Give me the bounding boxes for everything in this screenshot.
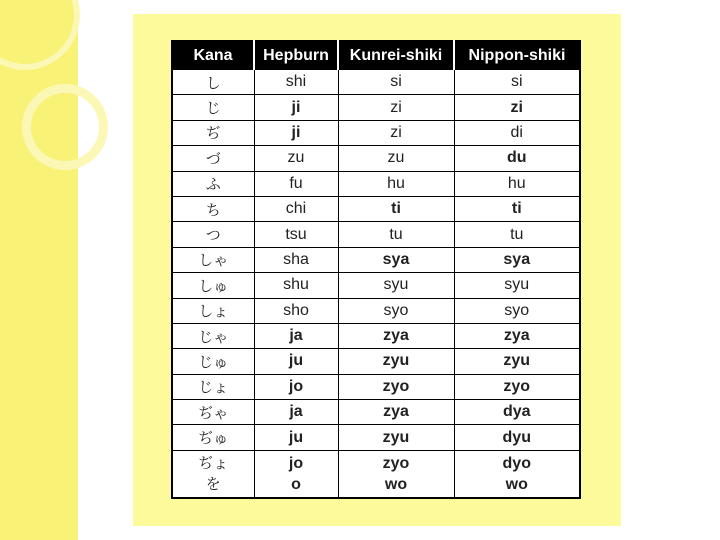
cell-hepburn: ji — [254, 95, 338, 120]
romanization-table — [171, 40, 581, 499]
table-row — [172, 146, 580, 171]
cell-kunrei: zya — [338, 400, 454, 425]
cell-nippon: zyu — [454, 349, 580, 374]
cell-kana: しょ — [172, 298, 254, 323]
cell-kunrei-line: zyo — [382, 454, 410, 472]
table-row — [172, 273, 580, 298]
cell-kana: ふ — [172, 171, 254, 196]
table-row — [172, 298, 580, 323]
cell-hepburn: ja — [254, 323, 338, 348]
cell-nippon: tu — [454, 222, 580, 247]
cell-hepburn: ji — [254, 120, 338, 145]
table-row — [172, 400, 580, 425]
cell-nippon-line: dyo — [502, 454, 531, 472]
cell-nippon: di — [454, 120, 580, 145]
cell-kana-line: ぢょ — [198, 453, 229, 472]
cell-kana: じゃ — [172, 323, 254, 348]
table-row — [172, 323, 580, 348]
cell-kana: ぢ — [172, 120, 254, 145]
cell-kunrei: zu — [338, 146, 454, 171]
cell-nippon: dyu — [454, 425, 580, 450]
cell-kana: じ — [172, 95, 254, 120]
cell-nippon: du — [454, 146, 580, 171]
cell-nippon: dya — [454, 400, 580, 425]
cell-nippon: zi — [454, 95, 580, 120]
table-header-row — [172, 41, 580, 70]
cell-kunrei: zyu — [338, 425, 454, 450]
cell-nippon: zyo — [454, 374, 580, 399]
cell-kana: ち — [172, 196, 254, 221]
table-row — [172, 450, 580, 498]
table-row — [172, 171, 580, 196]
cell-hepburn: tsu — [254, 222, 338, 247]
cell-kunrei: si — [338, 70, 454, 95]
header-kunrei: Kunrei-shiki — [338, 41, 454, 70]
cell-nippon: sya — [454, 247, 580, 272]
cell-kana-line: を — [205, 474, 221, 493]
table-row — [172, 349, 580, 374]
cell-kana: ぢゃ — [172, 400, 254, 425]
cell-nippon-line: wo — [505, 475, 528, 493]
cell-kana: じゅ — [172, 349, 254, 374]
cell-nippon: syu — [454, 273, 580, 298]
cell-hepburn: shu — [254, 273, 338, 298]
cell-hepburn: jo — [254, 374, 338, 399]
cell-hepburn-line: jo — [288, 454, 304, 472]
cell-nippon: syo — [454, 298, 580, 323]
cell-hepburn: chi — [254, 196, 338, 221]
decorative-side-band — [0, 0, 78, 540]
cell-hepburn — [254, 450, 338, 498]
cell-nippon: ti — [454, 196, 580, 221]
cell-kunrei: sya — [338, 247, 454, 272]
table-row — [172, 374, 580, 399]
cell-kunrei: ti — [338, 196, 454, 221]
cell-nippon: zya — [454, 323, 580, 348]
cell-nippon: si — [454, 70, 580, 95]
header-nippon: Nippon-shiki — [454, 41, 580, 70]
header-kana: Kana — [172, 41, 254, 70]
cell-kana — [172, 450, 254, 498]
cell-kunrei — [338, 450, 454, 498]
cell-kana: ぢゅ — [172, 425, 254, 450]
decorative-ring — [22, 84, 108, 170]
cell-kunrei: syo — [338, 298, 454, 323]
cell-kunrei: zi — [338, 120, 454, 145]
cell-kana: しゅ — [172, 273, 254, 298]
cell-hepburn: ju — [254, 425, 338, 450]
cell-hepburn: ju — [254, 349, 338, 374]
decorative-ring-top — [0, 0, 80, 70]
table-row — [172, 70, 580, 95]
cell-hepburn: fu — [254, 171, 338, 196]
table-row — [172, 425, 580, 450]
table-row — [172, 196, 580, 221]
cell-hepburn-line: o — [291, 475, 301, 493]
cell-hepburn: shi — [254, 70, 338, 95]
cell-kana: じょ — [172, 374, 254, 399]
cell-kunrei: syu — [338, 273, 454, 298]
cell-hepburn: sha — [254, 247, 338, 272]
cell-kana: づ — [172, 146, 254, 171]
cell-hepburn: zu — [254, 146, 338, 171]
cell-kunrei: tu — [338, 222, 454, 247]
cell-kana: つ — [172, 222, 254, 247]
cell-kunrei: zi — [338, 95, 454, 120]
cell-kunrei: zya — [338, 323, 454, 348]
header-hepburn: Hepburn — [254, 41, 338, 70]
cell-kunrei: zyu — [338, 349, 454, 374]
cell-kana: しゃ — [172, 247, 254, 272]
cell-kunrei: zyo — [338, 374, 454, 399]
cell-kana: し — [172, 70, 254, 95]
cell-nippon — [454, 450, 580, 498]
table-row — [172, 247, 580, 272]
table-row — [172, 222, 580, 247]
cell-nippon: hu — [454, 171, 580, 196]
cell-hepburn: ja — [254, 400, 338, 425]
cell-hepburn: sho — [254, 298, 338, 323]
table-row — [172, 120, 580, 145]
table-row — [172, 95, 580, 120]
cell-kunrei-line: wo — [384, 475, 408, 493]
cell-kunrei: hu — [338, 171, 454, 196]
